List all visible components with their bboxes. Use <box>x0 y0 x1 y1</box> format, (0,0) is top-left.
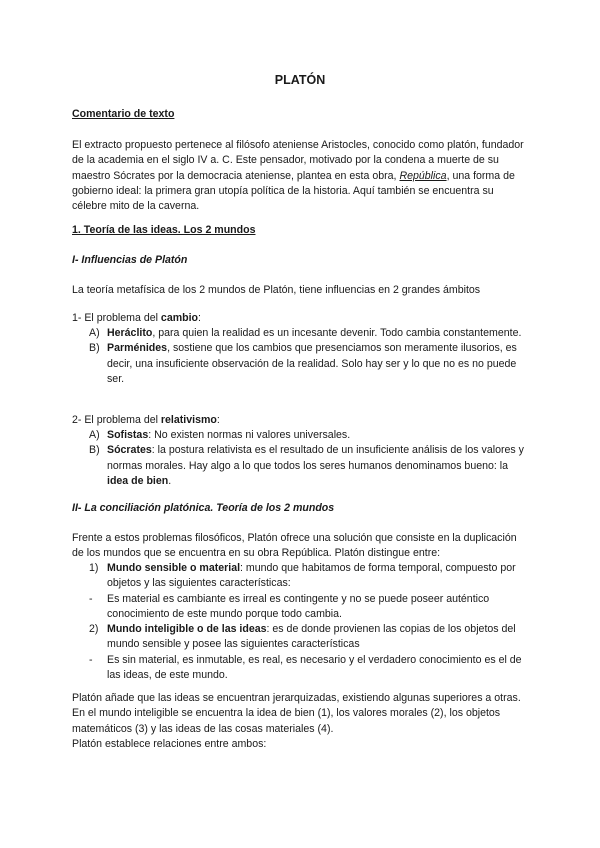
influencias-subheading: I- Influencias de Platón <box>72 254 188 266</box>
list-marker: - <box>89 592 93 605</box>
relaciones-paragraph: Platón establece relaciones entre ambos: <box>72 738 267 750</box>
list-item <box>72 326 528 341</box>
list-marker: A) <box>89 429 100 441</box>
conciliacion-subheading: II- La conciliación platónica. Teoría de los 2 mundos <box>72 502 335 514</box>
problem-relativismo-post: : <box>216 414 220 426</box>
list-item-text-2: . <box>168 474 172 487</box>
list-item-bold: Heráclito <box>107 327 153 339</box>
comentario-paragraph <box>72 138 528 214</box>
list-item <box>72 622 528 653</box>
list-item <box>72 592 528 623</box>
list-item-text: , para quien la realidad es un incesante devenir. Todo cambia constantemente. <box>152 327 522 339</box>
comentario-text-1: El extracto propuesto pertenece al filósofo ateniense Aristocles, conocido como platón, fundador de la academia en el siglo IV a. C. Este pensador, motivado por la condena a muerte de su maestro Sócrates por la democracia ateniense, plantea en esta obra, <box>72 139 524 182</box>
list-item <box>72 561 528 592</box>
list-item <box>72 653 528 684</box>
problem-relativismo-heading <box>72 413 528 428</box>
list-item-bold: Parménides <box>107 342 168 355</box>
influencias-intro: La teoría metafísica de los 2 mundos de Platón, tiene influencias en 2 grandes ámbitos <box>72 284 481 296</box>
worlds-list <box>72 561 528 683</box>
jerarquia-paragraph: Platón añade que las ideas se encuentran jerarquizadas, existiendo algunas superiores a otras. En el mundo inteligible se encuentra la idea de bien (1), los valores morales (2), los objetos matemáticos (3) y las ideas de las cosas materiales (4). <box>72 692 521 735</box>
list-item-text: : la postura relativista es el resultado de un insuficiente análisis de los valores y normas morales. Hay algo a lo que todos los seres humanos denominamos bueno: la <box>107 444 524 472</box>
problem-relativismo-pre: 2- El problema del <box>72 414 161 426</box>
list-item-bold: Sofistas <box>107 429 149 441</box>
list-item-text: Es sin material, es inmutable, es real, es necesario y el verdadero conocimiento es el de las ideas, de este mundo. <box>107 653 522 682</box>
list-item <box>72 341 528 387</box>
list-marker: 1) <box>89 562 99 574</box>
cambio-list <box>72 326 528 387</box>
list-marker: B) <box>89 444 100 457</box>
list-item-text: , sostiene que los cambios que presenciamos son meramente ilusorios, es decir, una insuficiente observación de la realidad. Solo hay ser y lo que no es no puede ser. <box>107 342 517 385</box>
relativismo-list <box>72 428 528 489</box>
list-marker: - <box>89 653 93 666</box>
list-marker: 2) <box>89 623 99 636</box>
list-item <box>72 443 528 489</box>
list-item-text: : No existen normas ni valores universales. <box>148 429 351 441</box>
page-title: PLATÓN <box>274 73 326 87</box>
problem-cambio-pre: 1- El problema del <box>72 312 161 324</box>
problem-relativismo-bold: relativismo <box>160 414 217 426</box>
list-item-text: : es de donde provienen las copias de los objetos del mundo sensible y posee las siguientes características <box>107 623 516 651</box>
section1-heading: 1. Teoría de las ideas. Los 2 mundos <box>72 224 256 236</box>
problem-cambio-heading <box>72 311 528 326</box>
list-marker: B) <box>89 342 100 355</box>
list-item-text: Es material es cambiante es irreal es contingente y no se puede poseer auténtico conocimiento de este mundo porque todo cambia. <box>107 592 490 620</box>
list-item-bold-2: idea de bien <box>107 474 169 487</box>
comentario-text-2: , una forma de gobierno ideal: la primera gran utopía política de la historia. Aquí también se encuentra su célebre mito de la caverna. <box>72 169 515 213</box>
problem-cambio-bold: cambio <box>160 312 199 324</box>
list-marker: A) <box>89 327 100 339</box>
list-item-bold: Mundo sensible o material <box>107 562 241 574</box>
list-item <box>72 428 528 443</box>
comentario-heading: Comentario de texto <box>72 108 175 120</box>
work-title-link[interactable]: República <box>399 169 447 182</box>
list-item-bold: Sócrates <box>107 444 152 457</box>
list-item-bold: Mundo inteligible o de las ideas <box>107 623 267 636</box>
problem-cambio-post: : <box>198 312 201 324</box>
list-item-text: : mundo que habitamos de forma temporal, compuesto por objetos y las siguientes características: <box>107 562 516 590</box>
frente-paragraph: Frente a estos problemas filosóficos, Platón ofrece una solución que consiste en la duplicación de los mundos que se encuentra en su obra República. Platón distingue entre: <box>72 532 517 560</box>
